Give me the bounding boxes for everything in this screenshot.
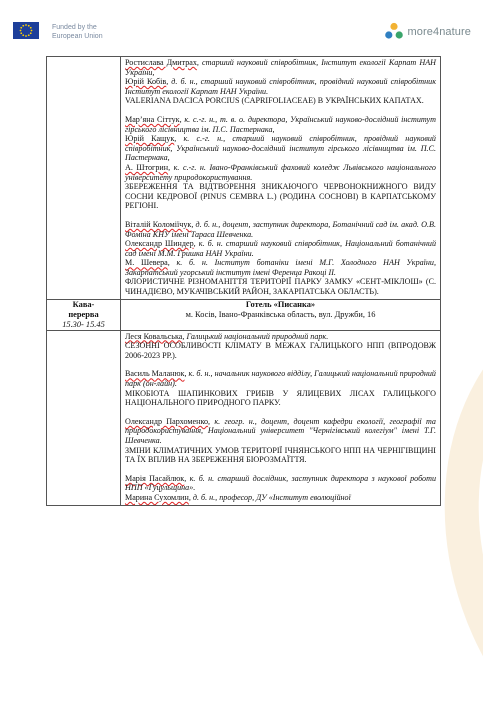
- talk-title: МІКОБІОТА ШАПИНКОВИХ ГРИБІВ У ЯЛИЦЕВИХ ЛІСАХ ГАЛИЦЬКОГО НАЦІОНАЛЬНОГО ПРИРОДНОГО ПАРКУ.: [125, 388, 436, 408]
- session-2-cell: [121, 330, 441, 505]
- spacer: [125, 106, 436, 115]
- speaker-entry: [125, 417, 436, 446]
- time-cell-empty: [47, 330, 121, 505]
- coffee-break-row: [47, 299, 441, 330]
- speaker-name: Ростислава Дмитрах: [125, 58, 197, 67]
- eu-flag-icon: [13, 22, 39, 39]
- session-row-1: [47, 57, 441, 300]
- program-table: [46, 56, 441, 506]
- speaker-affiliation: , к. геогр. н., доцент, доцент кафедри екології, географії та природокористування, Національний університет "Чернігівський колегіум" імені Т.Г. Шевченка.: [125, 416, 436, 445]
- speaker-name: Олександр Шиндер: [125, 239, 194, 249]
- speaker-affiliation: , к. б. н. старший дослідник, заступник директора з наукової роботи НПП «Гуцульщина».: [125, 473, 436, 493]
- speaker-name: Олександр Пархоменко: [125, 416, 209, 426]
- speaker-name: Юрій Кобів: [125, 77, 167, 87]
- coffee-break-time: 15.30- 15.45: [62, 319, 105, 329]
- speaker-entry: [125, 474, 436, 493]
- spacer: [125, 408, 436, 417]
- speaker-affiliation: , Галицький національний природний парк.: [182, 331, 329, 341]
- speaker-entry: [125, 220, 436, 239]
- speaker-affiliation: , к. б. н., начальник наукового відділу, Галицький національний природний парк (он-лайн).: [125, 369, 436, 389]
- speaker-entry: [125, 134, 436, 163]
- speaker-entry: [125, 239, 436, 258]
- funded-line-2: European Union: [52, 33, 103, 40]
- speaker-entry: [125, 258, 436, 277]
- speaker-name: Мар’яна Сіттук: [125, 114, 180, 124]
- coffee-break-cell: [47, 299, 121, 330]
- speaker-entry: [125, 332, 436, 342]
- speaker-affiliation: , к. б. н. старший науковий співробітник, Національний ботанічний сад імені М.М. Гришка НАН України.: [125, 239, 436, 258]
- session-row-2: [47, 330, 441, 505]
- speaker-affiliation: , д. б. н., професор, ДУ «Інститут еволюційної: [188, 492, 351, 502]
- more4nature-logo-text: more4nature: [407, 26, 471, 38]
- speaker-entry: [125, 493, 436, 503]
- venue-title: Готель «Писанка»: [245, 299, 316, 309]
- speaker-affiliation: , старший науковий співробітник, Інститут екології Карпат НАН України,: [125, 58, 436, 77]
- speaker-name: Марія Пасайлюк: [125, 473, 185, 483]
- speaker-name: Василь Маланюк: [125, 369, 185, 379]
- speaker-affiliation: , к. б. н. Інститут ботаніки імені М.Г. Холодного НАН України, Закарпатський угорський інститут імені Ференца Ракоці II.: [125, 258, 436, 277]
- speaker-affiliation: , к. с.-г. н., старший науковий співробітник, провідний науковий співробітник, Український науково-дослідний інститут гірського лісівництва ім. П.С. Пастернака,: [125, 134, 436, 163]
- speaker-name: Віталій Коломіїчук: [125, 219, 192, 229]
- speaker-entry: [125, 115, 436, 134]
- funded-line-1: Funded by the: [52, 24, 97, 31]
- talk-title: ФЛОРИСТИЧНЕ РІЗНОМАНІТТЯ ТЕРИТОРІЇ ПАРКУ ЗАМКУ «СЕНТ-МІКЛОШ» (С. ЧИНАДІЄВО, МУКАЧІВСЬКИЙ РАЙОН, ЗАКАРПАТСЬКА ОБЛАСТЬ).: [125, 277, 436, 297]
- coffee-break-title-1: Кава-: [72, 299, 95, 309]
- talk-title: VALERIANA DACICA PORCIUS (CAPRIFOLIACEAE) В УКРАЇНСЬКИХ КАПАТАХ.: [125, 96, 424, 106]
- speaker-entry: [125, 369, 436, 388]
- talk-title: ЗМІНИ КЛІМАТИЧНИХ УМОВ ТЕРИТОРІЇ ІЧНЯНСЬКОГО НПП НА ЧЕРНІГІВЩИНІ ТА ЇХ ВПЛИВ НА ЗБЕРЕЖЕННЯ БІОРОЗМАЇТТЯ.: [125, 445, 436, 465]
- time-cell-empty: [47, 57, 121, 300]
- spacer: [125, 360, 436, 369]
- venue-address: м. Косів, Івано-Франківська область, вул. Дружби, 16: [185, 309, 376, 319]
- speaker-name: Марина Сухомлин: [125, 492, 189, 502]
- speaker-affiliation: , к. с.-г. н., т. в. о. директора, Український науково-дослідний інститут гірського лісівництва ім. П.С. Пастернака,: [125, 114, 436, 134]
- page-header: [0, 0, 483, 60]
- speaker-name: М. Шевера: [125, 258, 168, 268]
- speaker-name: Леся Ковальська: [125, 331, 183, 341]
- speaker-affiliation: , д. б. н., доцент, заступник директора, Ботанічний сад ім. акад. О.В. Фоміна КНУ імені Тараса Шевченка.: [125, 219, 436, 239]
- speaker-affiliation: , к. с.-г. н. Івано-Франківський фаховий коледж Львівського національного університету природокористування.: [125, 162, 436, 182]
- talk-title: ЗБЕРЕЖЕННЯ ТА ВІДТВОРЕННЯ ЗНИКАЮЧОГО ЧЕРВОНОКНИЖНОГО ВИДУ СОСНИ КЕДРОВОЇ (PINUS CEMBRA L.) (РОДИНА СОСНОВІ) В КАРПАТСЬКОМУ РЕГІОНІ.: [125, 182, 436, 211]
- more4nature-logo: [384, 20, 471, 44]
- session-1-cell: [121, 57, 441, 300]
- speaker-affiliation: , д. б. н., старший науковий співробітник, провідний науковий співробітник Інститут екології Карпат НАН України.: [125, 77, 436, 96]
- speaker-name: А. Штогрин: [125, 162, 169, 172]
- more4nature-icon: [384, 22, 404, 42]
- venue-cell: [121, 299, 441, 330]
- talk-title: СЕЗОННІ ОСОБЛИВОСТІ КЛІМАТУ В МЕЖАХ ГАЛИЦЬКОГО НПП (ВПРОДОВЖ 2006-2023 РР.).: [125, 341, 436, 360]
- speaker-entry: [125, 163, 436, 182]
- coffee-break-title-2: перерва: [68, 309, 99, 319]
- spacer: [125, 211, 436, 220]
- speaker-entry: [125, 77, 436, 96]
- speaker-name: Юрій Кащук: [125, 134, 175, 144]
- funded-by-eu-label: [52, 23, 103, 41]
- speaker-entry: [125, 58, 436, 77]
- spacer: [125, 465, 436, 474]
